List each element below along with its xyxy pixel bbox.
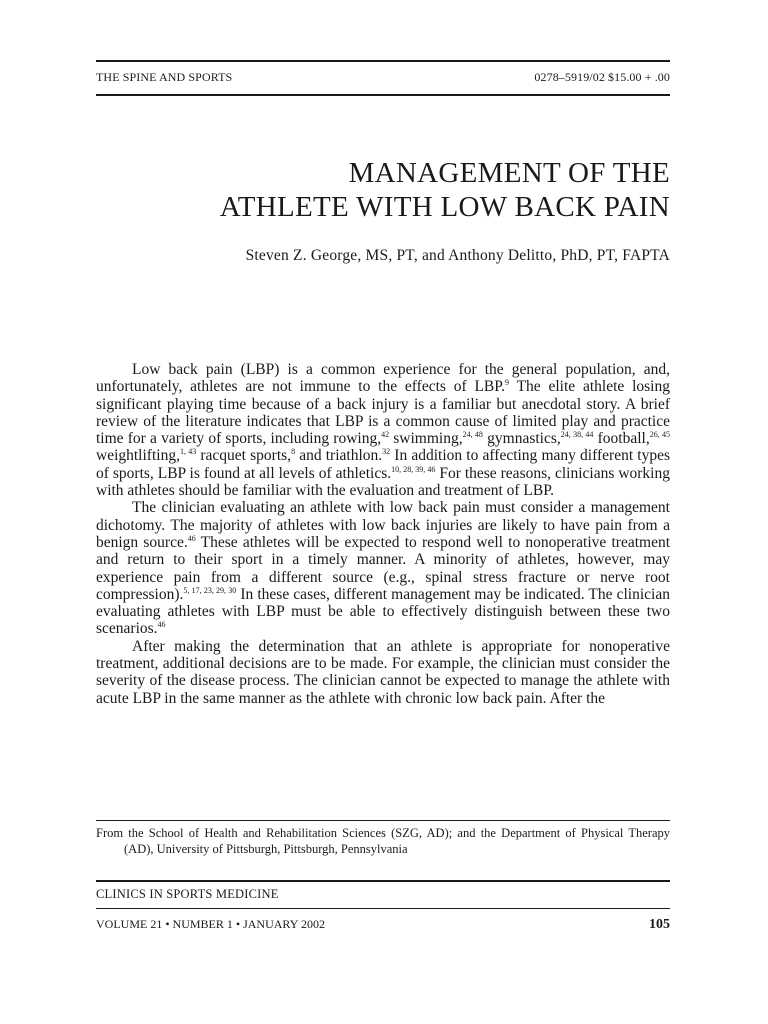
body-text-run: swimming, — [389, 430, 463, 448]
header-rule — [96, 94, 670, 96]
journal-rule — [96, 880, 670, 882]
citation-ref: 32 — [382, 447, 391, 457]
body-text-run: weightlifting, — [96, 447, 180, 465]
citation-ref: 9 — [505, 378, 510, 388]
page-number: 105 — [649, 917, 670, 932]
citation-ref: 24, 38, 44 — [560, 430, 594, 440]
title-line-2: ATHLETE WITH LOW BACK PAIN — [219, 191, 670, 223]
citation-ref: 5, 17, 23, 29, 30 — [183, 585, 237, 595]
issue-info: VOLUME 21 • NUMBER 1 • JANUARY 2002 — [96, 917, 325, 931]
authors: Steven Z. George, MS, PT, and Anthony Delitto, PhD, PT, FAPTA — [245, 247, 670, 264]
citation-ref: 46 — [157, 620, 166, 630]
body-text-run: After making the determination that an athlete is appropriate for nonoperative treatment, additional decisions are to be made. For example, the clinician must consider the severity of the disease process. The clinician cannot be expected to manage the athlete with acute LBP in the same manner as the athlete with chronic low back pain. After the — [96, 637, 670, 707]
footer-rule — [96, 908, 670, 909]
citation-ref: 24, 48 — [462, 430, 483, 440]
page-footer — [96, 917, 670, 933]
citation-ref: 8 — [291, 447, 296, 457]
body-paragraph — [96, 361, 670, 499]
article-body — [96, 361, 670, 707]
body-text-run: and triathlon. — [295, 447, 383, 465]
body-text-run: In addition to affecting many different types of sports, LBP is found at all levels of athletics. — [96, 447, 670, 482]
body-text-run: For these reasons, clinicians working with athletes should be familiar with the evaluation and treatment of LBP. — [96, 464, 670, 500]
footnote-rule — [96, 820, 670, 821]
top-rule — [96, 60, 670, 62]
citation-ref: 46 — [187, 533, 196, 543]
body-text-run: Low back pain (LBP) is a common experience for the general population, and, unfortunately, athletes are not immune to the effects of LBP. — [96, 361, 670, 396]
body-text-run: These athletes will be expected to respond well to nonoperative treatment and return to their sport in a timely manner. A minority of athletes, however, may experience pain from a different source (e.g., spinal stress fracture or nerve root compression). — [96, 533, 671, 603]
body-paragraph — [96, 638, 670, 707]
body-text-run: The clinician evaluating an athlete with low back pain must consider a management dichotomy. The majority of athletes with low back injuries are likely to have pain from a benign source. — [96, 499, 670, 551]
citation-ref: 1, 43 — [179, 447, 197, 457]
article-title — [96, 156, 670, 224]
running-head — [96, 70, 670, 85]
citation-ref: 10, 28, 39, 46 — [391, 464, 436, 474]
affiliation-note: From the School of Health and Rehabilitation Sciences (SZG, AD); and the Department of Physical Therapy (AD), University of Pittsburgh, Pittsburgh, Pennsylvania — [96, 826, 670, 856]
journal-name: CLINICS IN SPORTS MEDICINE — [96, 887, 279, 901]
body-text-run: In these cases, different management may be indicated. The clinician evaluating athletes with LBP must be able to effectively distinguish between these two scenarios. — [96, 585, 670, 638]
body-paragraph — [96, 499, 670, 637]
footnote — [96, 826, 670, 857]
citation-ref: 42 — [381, 430, 390, 440]
title-line-1: MANAGEMENT OF THE — [348, 157, 670, 189]
body-text-run: football, — [593, 430, 650, 448]
citation-ref: 26, 45 — [649, 430, 671, 440]
body-text-run: The elite athlete losing significant playing time because of a back injury is a familiar but anecdotal story. A brief review of the literature indicates that LBP is a common cause of limited play and practice time for a variety of sports, including rowing, — [96, 378, 670, 448]
price-code: 0278–5919/02 $15.00 + .00 — [534, 70, 670, 84]
body-text-run: gymnastics, — [482, 430, 561, 448]
running-title: THE SPINE AND SPORTS — [96, 70, 233, 84]
body-text-run: racquet sports, — [196, 447, 292, 465]
